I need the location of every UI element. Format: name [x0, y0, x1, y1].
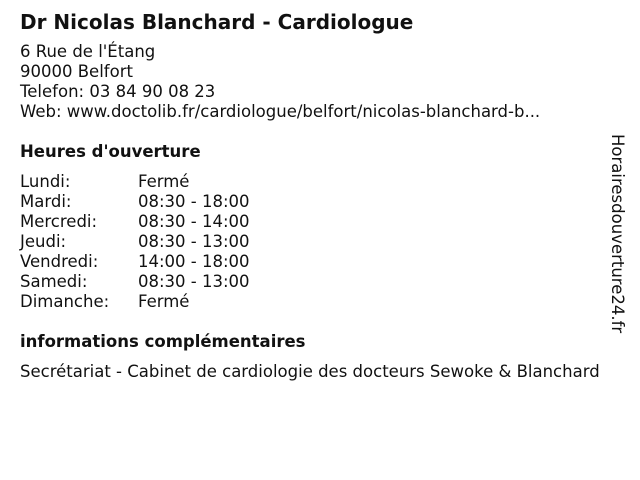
hours-time: 08:30 - 18:00 [138, 192, 250, 211]
hours-time: 08:30 - 13:00 [138, 232, 250, 251]
hours-row [20, 272, 250, 292]
hours-day: Mardi: [20, 192, 72, 211]
phone-number[interactable]: 03 84 90 08 23 [89, 82, 216, 101]
hours-time: 14:00 - 18:00 [138, 252, 250, 271]
hours-row [20, 212, 250, 232]
hours-day: Vendredi: [20, 252, 99, 271]
hours-day: Dimanche: [20, 292, 110, 311]
hours-row [20, 172, 250, 192]
hours-row [20, 252, 250, 272]
hours-row [20, 232, 250, 252]
info-text: Secrétariat - Cabinet de cardiologie des docteurs Sewoke & Blanchard [20, 362, 600, 381]
address-city: 90000 Belfort [20, 62, 133, 81]
phone-line [20, 82, 610, 102]
hours-time: 08:30 - 13:00 [138, 272, 250, 291]
hours-row [20, 292, 250, 312]
hours-day: Mercredi: [20, 212, 98, 231]
hours-heading: Heures d'ouverture [20, 142, 201, 161]
address-street: 6 Rue de l'Étang [20, 42, 156, 61]
web-line [20, 102, 610, 122]
web-link[interactable]: www.doctolib.fr/cardiologue/belfort/nicolas-blanchard-b... [66, 102, 541, 121]
web-label: Web: [20, 102, 62, 121]
hours-row [20, 192, 250, 212]
hours-table [20, 172, 250, 312]
hours-time: 08:30 - 14:00 [138, 212, 250, 231]
phone-label: Telefon: [20, 82, 85, 101]
hours-day: Lundi: [20, 172, 71, 191]
hours-day: Samedi: [20, 272, 88, 291]
hours-time: Fermé [138, 172, 190, 191]
business-listing [20, 10, 610, 382]
hours-time: Fermé [138, 292, 190, 311]
site-watermark: Horairesdouverture24.fr [608, 134, 627, 334]
info-heading: informations complémentaires [20, 332, 306, 351]
page-title: Dr Nicolas Blanchard - Cardiologue [20, 10, 414, 34]
hours-day: Jeudi: [20, 232, 67, 251]
